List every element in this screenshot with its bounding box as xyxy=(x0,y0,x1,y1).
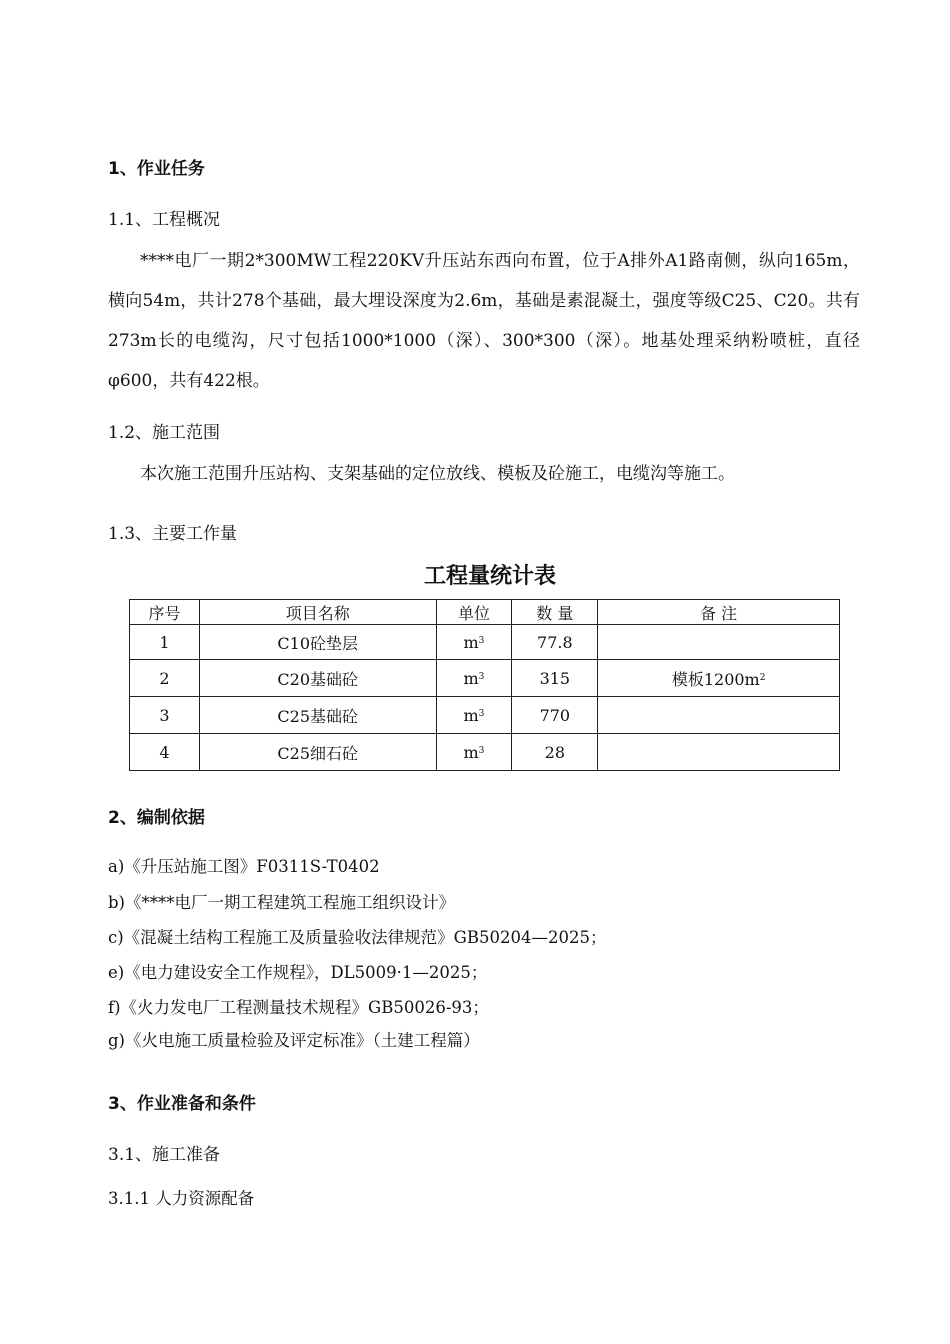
row-qty: 770 xyxy=(512,697,598,734)
row-no: 1 xyxy=(130,625,200,660)
row-note: 模板$1200m^2$ xyxy=(598,660,840,697)
table-title: 工程量统计表 xyxy=(423,564,556,589)
row-name: C25细石砼 xyxy=(199,734,436,771)
row-unit: $m^3$ xyxy=(436,625,512,660)
row-no: 2 xyxy=(130,660,200,697)
table-row xyxy=(130,697,840,734)
section-3-1-heading: 3.1、施工准备 xyxy=(108,1145,221,1165)
reference-item-g: g)《火电施工质量检验及评定标准》（土建工程篇） xyxy=(108,1031,480,1050)
header-unit: 单位 xyxy=(436,600,512,625)
table-header-row xyxy=(130,600,840,625)
section-2-heading: 2、编制依据 xyxy=(108,808,205,828)
section-1-1-body: ****电厂一期2*300MW工程220KV升压站东西向布置，位于A排外A1路南侧，纵向165m，横向54m，共计278个基础，最大埋设深度为2.6m，基础是素混凝土，强度等级C25、C20。共有273m长的电缆沟，尺寸包括1000*1000（深）、300*300（深）。地基处理采纳粉喷桩，直径φ600，共有422根。 xyxy=(108,251,860,391)
row-unit: $m^3$ xyxy=(436,697,512,734)
row-qty: 28 xyxy=(512,734,598,771)
row-qty: 315 xyxy=(512,660,598,697)
row-no: 3 xyxy=(130,697,200,734)
reference-item-e: e)《电力建设安全工作规程》，DL5009·1—2025； xyxy=(108,963,488,982)
row-note xyxy=(598,734,840,771)
section-1-3-heading: 1.3、主要工作量 xyxy=(108,524,238,544)
section-3-1-1-heading: 3.1.1 人力资源配备 xyxy=(108,1189,255,1208)
row-unit: $m^3$ xyxy=(436,660,512,697)
section-1-2-body: 本次施工范围升压站构、支架基础的定位放线、模板及砼施工，电缆沟等施工。 xyxy=(140,464,735,484)
reference-item-a: a)《升压站施工图》F0311S-T0402 xyxy=(108,857,380,876)
table-row xyxy=(130,734,840,771)
row-note xyxy=(598,697,840,734)
table-row xyxy=(130,625,840,660)
row-no: 4 xyxy=(130,734,200,771)
row-name: C25基础砼 xyxy=(199,697,436,734)
reference-item-c: c)《混凝土结构工程施工及质量验收法律规范》GB50204—2025； xyxy=(108,928,607,947)
section-1-1-heading: 1.1、工程概况 xyxy=(108,210,221,230)
section-1-heading: 1、作业任务 xyxy=(108,159,205,179)
row-name: C10砼垫层 xyxy=(199,625,436,660)
reference-item-f: f)《火力发电厂工程测量技术规程》GB50026-93； xyxy=(108,998,489,1017)
section-1-2-heading: 1.2、施工范围 xyxy=(108,423,221,443)
header-qty: 数 量 xyxy=(512,600,598,625)
row-unit: $m^3$ xyxy=(436,734,512,771)
section-3-heading: 3、作业准备和条件 xyxy=(108,1094,256,1114)
header-note: 备 注 xyxy=(598,600,840,625)
quantity-table xyxy=(129,599,840,771)
row-qty: 77.8 xyxy=(512,625,598,660)
reference-item-b: b)《****电厂一期工程建筑工程施工组织设计》 xyxy=(108,893,455,912)
table-row xyxy=(130,660,840,697)
header-no: 序号 xyxy=(130,600,200,625)
header-name: 项目名称 xyxy=(199,600,436,625)
row-note xyxy=(598,625,840,660)
row-name: C20基础砼 xyxy=(199,660,436,697)
